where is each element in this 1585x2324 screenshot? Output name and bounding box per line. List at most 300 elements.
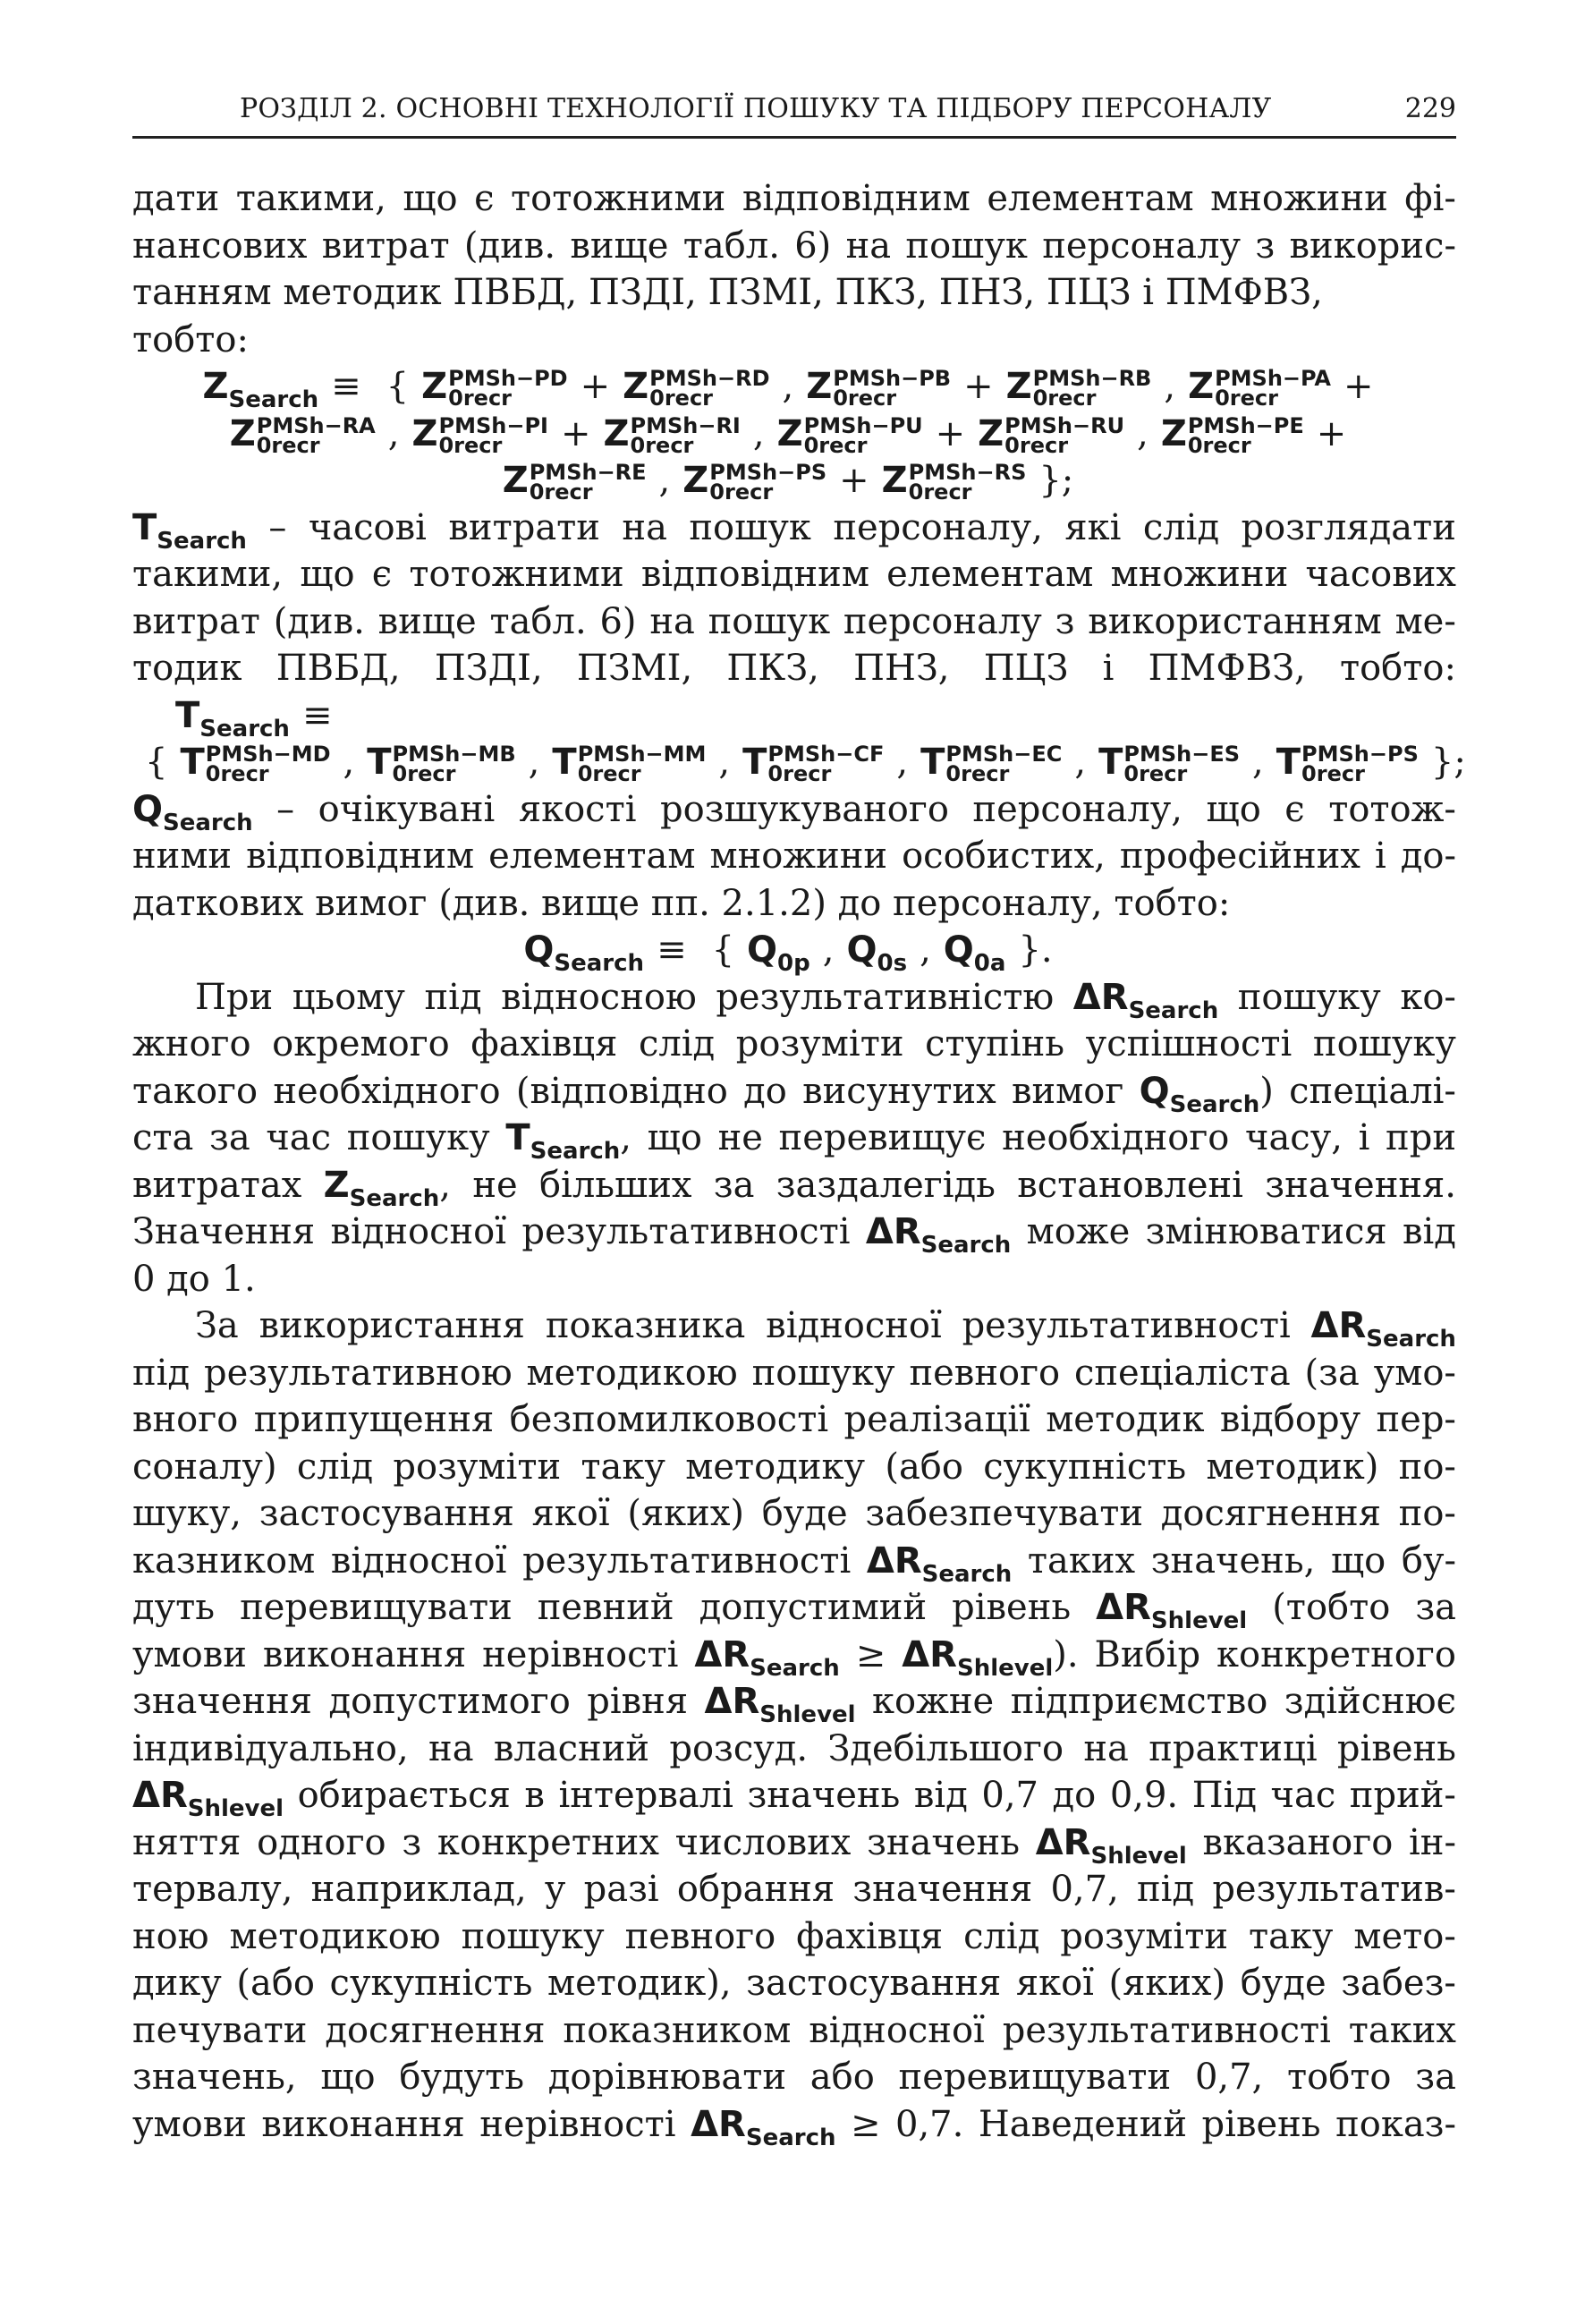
word: (тобто <box>1272 1587 1391 1628</box>
math-symbol: $Z_{Search}$ <box>202 366 319 413</box>
math-subscript: Search <box>349 1184 440 1212</box>
word <box>865 1209 1012 1259</box>
word: до <box>743 1070 787 1112</box>
word: ста <box>132 1117 194 1158</box>
word: прий- <box>1349 1775 1456 1816</box>
text-line <box>132 645 1456 692</box>
term-subscript: 0recr <box>833 386 897 411</box>
term-indices <box>1215 366 1331 411</box>
word <box>1310 1302 1456 1353</box>
operator: , <box>1137 412 1148 454</box>
word: за <box>209 1117 250 1158</box>
word: $Z_{Search}$, <box>323 1164 451 1212</box>
word: персоналу <box>1042 225 1242 267</box>
operator: }; <box>1038 460 1074 501</box>
word: рівень <box>1336 1727 1456 1769</box>
term-subscript: 0recr <box>256 432 320 458</box>
word: що <box>1206 788 1261 830</box>
word: спеціаліста <box>1073 1352 1291 1394</box>
word: заздалегідь <box>776 1164 996 1206</box>
page-header <box>132 89 1456 139</box>
math-subscript: Search <box>163 809 253 836</box>
word: ін- <box>1409 1821 1456 1863</box>
operator: }. <box>1018 929 1053 971</box>
term-base: Z <box>881 460 908 501</box>
word: слід <box>638 1023 716 1064</box>
word: (за <box>1304 1352 1360 1394</box>
operator: ≡ <box>331 366 361 407</box>
math-term <box>603 411 740 458</box>
word: персоналу, <box>972 788 1183 830</box>
text-line <box>132 1068 1456 1118</box>
word: якої <box>1015 1963 1094 2004</box>
word: розуміти <box>393 1446 562 1488</box>
word: $\Delta R_{Shlevel}$). <box>902 1633 1079 1682</box>
operator: + <box>839 460 869 501</box>
word: елементам <box>886 554 1094 595</box>
math-symbol: $\Delta R_{Shlevel}$ <box>1035 1821 1187 1870</box>
word: виконання <box>261 2103 465 2145</box>
term-base: T <box>180 742 205 783</box>
word: під <box>132 1352 191 1394</box>
term-subscript: 0recr <box>709 479 774 505</box>
word: припущення <box>253 1399 495 1440</box>
word: няття <box>132 1821 242 1863</box>
word: конкретних <box>437 1821 659 1863</box>
word: таку <box>581 1446 665 1488</box>
word: перевищувати <box>240 1587 513 1628</box>
text-line <box>132 223 1456 270</box>
word: викорис- <box>1289 225 1456 267</box>
word: фахівця <box>796 1915 944 1957</box>
word: індивідуально, <box>132 1727 409 1769</box>
term-base: Z <box>1005 366 1032 407</box>
word: результативності <box>521 1211 851 1252</box>
word: певного <box>909 1352 1061 1394</box>
word: на <box>649 600 695 642</box>
word: є <box>1284 788 1305 830</box>
word: множини <box>1210 178 1388 219</box>
word: слід <box>963 1915 1040 1957</box>
word: відносної <box>330 1539 507 1582</box>
word: Здебільшого <box>827 1727 1064 1769</box>
math-subscript: Search <box>921 1560 1013 1588</box>
text-line <box>132 1960 1456 2007</box>
word: тотожними <box>511 178 726 219</box>
word: показ- <box>1335 2103 1456 2145</box>
word: часу, <box>1245 1117 1343 1158</box>
word: окремого <box>272 1023 450 1064</box>
word: методику <box>685 1446 866 1488</box>
word: що <box>403 178 458 219</box>
word: обирається <box>297 1775 511 1816</box>
word: по- <box>1398 1493 1456 1534</box>
word: може <box>1026 1211 1131 1252</box>
operator: + <box>560 412 591 454</box>
running-title: РОЗДІЛ 2. ОСНОВНІ ТЕХНОЛОГІЇ ПОШУКУ ТА ПІДБОРУ ПЕРСОНАЛУ <box>240 93 1272 124</box>
word: спеціалі- <box>1289 1070 1456 1112</box>
word: ≥ <box>851 2103 881 2145</box>
math-term <box>806 363 951 411</box>
operator: , <box>528 742 540 783</box>
word: слід <box>1142 506 1220 548</box>
word: дорівнювати <box>547 2057 787 2098</box>
word: рівень <box>952 1587 1072 1628</box>
word: результативною <box>203 1352 513 1394</box>
math-symbol: $\Delta R_{Search}$ <box>691 2103 836 2151</box>
word: методик) <box>1206 1446 1379 1488</box>
text-line <box>132 2054 1456 2101</box>
word: не <box>717 1117 763 1158</box>
word: $Q_{Search}$) <box>1139 1070 1274 1118</box>
word: пошуку <box>751 1352 895 1394</box>
term-subscript: 0recr <box>649 386 714 411</box>
equation-line <box>132 457 1456 505</box>
word: буде <box>761 1493 848 1534</box>
math-term <box>742 739 884 786</box>
word: відповідним <box>246 835 475 877</box>
term-subscript: 0recr <box>392 761 456 786</box>
word: нерівності <box>479 2103 676 2145</box>
word: ними <box>132 835 233 877</box>
word: пошук <box>689 506 811 548</box>
term-base: T <box>1276 742 1301 783</box>
term-subscript: 0recr <box>803 432 868 458</box>
math-subscript: Search <box>1128 997 1219 1024</box>
text-line <box>132 1209 1456 1259</box>
word: під <box>1137 1869 1195 1910</box>
word: розуміти <box>1060 1915 1228 1957</box>
math-term <box>1098 739 1240 786</box>
word: значення <box>132 1681 312 1722</box>
equation-line <box>132 692 1456 740</box>
term-superscript: PMSh−RE <box>529 460 647 485</box>
word: очікувані <box>318 788 496 830</box>
math-symbol: $\Delta R_{Search}$ <box>1310 1305 1456 1353</box>
text-line <box>132 1162 1456 1212</box>
page-body <box>132 175 1466 2151</box>
word: при <box>1386 1117 1456 1158</box>
word: досягнення <box>325 2009 546 2051</box>
word: значень, <box>132 2057 297 2098</box>
word: більших <box>538 1164 692 1206</box>
word: відносної <box>809 2009 985 2051</box>
word: (див. <box>273 600 365 642</box>
word: будуть <box>399 2057 525 2098</box>
word: слід <box>296 1446 374 1488</box>
term-subscript: 0recr <box>630 432 694 458</box>
word: перевищує <box>778 1117 987 1158</box>
word: час <box>1270 1775 1336 1816</box>
math-symbol: $Q_{Search}$ <box>1139 1070 1260 1118</box>
word: тотожними <box>409 554 624 595</box>
math-subscript: Shlevel <box>956 1654 1054 1682</box>
word: часових <box>1305 554 1456 595</box>
word: відносною <box>501 976 697 1018</box>
term-indices <box>1032 366 1152 411</box>
operator: , <box>718 742 731 783</box>
term-superscript: PMSh−PE <box>1187 412 1304 438</box>
text-line <box>132 1490 1456 1538</box>
math-symbol: $Q_{0a}$ <box>943 929 1006 977</box>
word: перевищувати <box>898 2057 1172 2098</box>
math-subscript: Shlevel <box>1150 1607 1248 1634</box>
operator: , <box>822 929 835 971</box>
operator: { <box>386 366 410 407</box>
math-term <box>1161 411 1304 458</box>
word: показника <box>545 1305 746 1346</box>
term-subscript: 0recr <box>1187 432 1251 458</box>
term-indices <box>1004 412 1125 458</box>
word: методикою <box>229 1915 441 1957</box>
operator: , <box>1074 742 1087 783</box>
word: на <box>428 1727 474 1769</box>
word: необхідного <box>1002 1117 1230 1158</box>
word: результативності <box>962 1305 1291 1346</box>
operator: + <box>935 412 966 454</box>
word: на <box>1083 1727 1129 1769</box>
math-subscript: Search <box>199 715 290 742</box>
term-base: T <box>552 742 577 783</box>
word: цьому <box>292 976 405 1018</box>
word: розшукуваного <box>660 788 949 830</box>
text-line <box>132 1538 1456 1588</box>
term-base: T <box>1098 742 1123 783</box>
text-line <box>132 2007 1456 2055</box>
term-base: T <box>367 742 392 783</box>
word: з <box>1055 600 1075 642</box>
word: тодик <box>132 648 242 689</box>
word: і <box>1374 835 1386 877</box>
math-symbol: $\Delta R_{Search}$ <box>866 1539 1013 1588</box>
text-line <box>132 1913 1456 1961</box>
word: допустимий <box>699 1587 928 1628</box>
word: разі <box>583 1869 659 1910</box>
math-term <box>920 739 1062 786</box>
word: висунутих <box>802 1070 996 1112</box>
word: часові <box>308 506 427 548</box>
word: що <box>320 2057 376 2098</box>
word: обрання <box>676 1869 835 1910</box>
math-subscript: Search <box>920 1232 1012 1259</box>
word: пошук <box>708 600 831 642</box>
term-superscript: PMSh−MD <box>205 742 331 767</box>
equation-line <box>132 363 1456 411</box>
word: витрат <box>321 225 450 267</box>
term-indices <box>438 412 548 458</box>
term-indices <box>1301 744 1419 784</box>
word: такого <box>132 1070 259 1112</box>
word: використання <box>259 1305 526 1346</box>
math-subscript: Shlevel <box>1090 1842 1187 1870</box>
word: ПЗДІ, <box>434 648 543 689</box>
word: інтервалі <box>558 1775 733 1816</box>
word: методикою <box>526 1352 738 1394</box>
word: За <box>195 1305 239 1346</box>
term-indices <box>529 460 647 505</box>
term-indices <box>945 744 1062 784</box>
word: від <box>913 1775 968 1816</box>
word: витрат <box>132 600 260 642</box>
word: ПЦЗ <box>983 648 1069 689</box>
word: до- <box>1400 835 1456 877</box>
term-indices <box>630 412 741 458</box>
word: нерівності <box>482 1633 679 1675</box>
term-superscript: PMSh−RA <box>256 412 376 438</box>
math-symbol: $Q_{Search}$ <box>523 929 645 977</box>
word: тервалу, <box>132 1869 293 1910</box>
math-term <box>421 363 567 411</box>
word: таких <box>1348 2009 1456 2051</box>
word: пошуку <box>1312 1023 1456 1064</box>
term-base: Z <box>806 366 833 407</box>
word: в <box>524 1775 545 1816</box>
equation-line <box>132 739 1466 786</box>
operator: , <box>1164 366 1176 407</box>
math-term <box>623 363 769 411</box>
math-term <box>1006 363 1152 411</box>
term-subscript: 0recr <box>1004 432 1069 458</box>
term-subscript: 0recr <box>205 761 269 786</box>
math-symbol: $\Delta R_{Search}$ <box>694 1633 840 1682</box>
term-base: T <box>742 742 767 783</box>
word: пер- <box>1376 1399 1456 1440</box>
word: відносної <box>330 1211 507 1252</box>
word: значення. <box>1265 1164 1456 1206</box>
word: табл. <box>489 600 587 642</box>
text-line <box>132 1819 1456 1870</box>
word: 0,7, <box>1194 2057 1264 2098</box>
math-subscript: Search <box>1366 1326 1456 1353</box>
operator: }; <box>1430 742 1466 783</box>
text-line <box>132 1772 1456 1822</box>
word: елементам <box>488 835 696 877</box>
operator: , <box>896 742 909 783</box>
term-indices <box>448 366 568 411</box>
word: які <box>1064 506 1122 548</box>
text-line <box>132 1115 1456 1165</box>
text-line <box>132 1726 1456 1773</box>
math-symbol: $\Delta R_{Shlevel}$ <box>132 1775 284 1822</box>
word: час <box>266 1117 332 1158</box>
word: успішності <box>1085 1023 1293 1064</box>
term-indices <box>578 744 707 784</box>
word: здійснює <box>1284 1681 1456 1722</box>
word: Наведений <box>978 2103 1188 2145</box>
word: показником <box>563 2009 792 2051</box>
text-line <box>132 1632 1456 1682</box>
term-subscript: 0recr <box>1301 761 1365 786</box>
equation-line <box>132 927 1456 977</box>
term-subscript: 0recr <box>577 761 641 786</box>
math-subscript: 0p <box>777 950 810 977</box>
term-subscript: 0recr <box>438 432 503 458</box>
word: тобто <box>1287 2057 1392 2098</box>
word: і <box>1102 648 1115 689</box>
term-base: Z <box>603 412 630 454</box>
word: соналу) <box>132 1446 277 1488</box>
word <box>691 2101 835 2149</box>
term-base: T <box>920 742 945 783</box>
word: рівня <box>587 1681 689 1722</box>
math-subscript: Search <box>554 950 645 977</box>
word: умови <box>132 2103 247 2145</box>
operator: ≡ <box>657 929 687 971</box>
word: значення <box>852 1869 1033 1910</box>
text-line: даткових вимог (див. вище пп. 2.1.2) до персоналу, тобто: <box>132 882 1231 924</box>
word: Під <box>1191 1775 1257 1816</box>
term-indices <box>709 460 827 505</box>
word: методик), <box>547 1963 732 2004</box>
term-superscript: PMSh−PB <box>833 366 952 391</box>
word: печувати <box>132 2009 308 2051</box>
term-base: Z <box>421 366 448 407</box>
word: – <box>276 788 295 830</box>
word: пошуку <box>1237 976 1381 1018</box>
word: використанням <box>1088 600 1382 642</box>
word: (яких) <box>1108 1963 1226 2004</box>
word <box>1096 1584 1247 1632</box>
word: При <box>195 976 274 1018</box>
page-number: 229 <box>1404 93 1456 124</box>
term-base: Z <box>1188 366 1215 407</box>
word: безпомилковості <box>509 1399 829 1440</box>
word: дуть <box>132 1587 216 1628</box>
word: 6) <box>599 600 637 642</box>
term-indices <box>767 744 884 784</box>
term-indices <box>1123 744 1240 784</box>
operator: + <box>1343 366 1374 407</box>
word: дати <box>132 178 220 219</box>
math-symbol: $T_{Search}$ <box>505 1117 621 1165</box>
word: за <box>713 1164 755 1206</box>
term-superscript: PMSh−PI <box>438 412 548 438</box>
word: відповідним <box>640 554 869 595</box>
math-symbol: $Q_{0s}$ <box>846 929 908 977</box>
word: встановлені <box>1017 1164 1243 1206</box>
word: числових <box>674 1821 852 1863</box>
word: методик <box>1046 1399 1205 1440</box>
word: рівень <box>1201 2103 1321 2145</box>
math-term <box>411 411 548 458</box>
word: ступінь <box>925 1023 1065 1064</box>
word: вказаного <box>1202 1821 1394 1863</box>
word: ПМФВЗ, <box>1148 648 1306 689</box>
math-symbol: $\Delta R_{Shlevel}$ <box>704 1681 856 1728</box>
term-subscript: 0recr <box>529 479 593 505</box>
term-superscript: PMSh−RS <box>908 460 1027 485</box>
text-line: 0 до 1. <box>132 1258 256 1300</box>
math-subscript: Search <box>530 1138 621 1165</box>
term-base: Z <box>229 412 256 454</box>
word: вного <box>132 1399 239 1440</box>
word: значень <box>747 1775 901 1816</box>
word: (або <box>885 1446 963 1488</box>
word: тобто: <box>1339 648 1456 689</box>
word: казником <box>132 1539 316 1582</box>
term-superscript: PMSh−RD <box>649 366 770 391</box>
word: персоналу <box>843 600 1042 642</box>
math-subscript: Search <box>228 386 319 413</box>
word: значень <box>867 1821 1020 1863</box>
math-subscript: 0a <box>973 950 1006 977</box>
term-subscript: 0recr <box>767 761 832 786</box>
word: застосування <box>746 1963 1002 2004</box>
word: ко- <box>1400 976 1456 1018</box>
word: шуку, <box>132 1493 242 1534</box>
word: табл. <box>682 225 780 267</box>
word: на <box>845 225 892 267</box>
